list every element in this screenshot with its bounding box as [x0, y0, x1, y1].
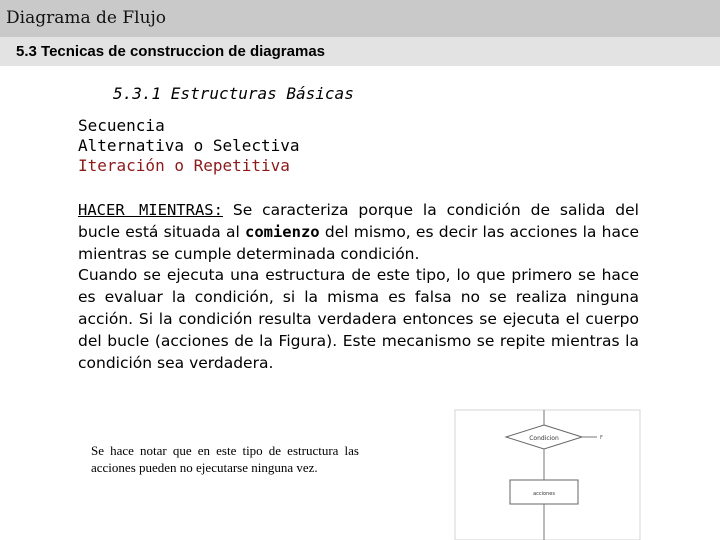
emphasis-comienzo: comienzo [244, 222, 320, 241]
description-text-part: Se caracteriza porque la condición de salida del bucle está situada al [78, 201, 639, 241]
note-text: Se hace notar que en este tipo de estructura las acciones pueden no ejecutarse ninguna vez. [91, 443, 359, 475]
structure-item: Alternativa o Selectiva [78, 136, 300, 155]
structure-item: Secuencia [78, 116, 165, 135]
term-hacer-mientras: HACER MIENTRAS: [78, 201, 223, 219]
title-bar [0, 0, 720, 37]
false-label: F [600, 435, 603, 441]
section-bar [0, 37, 720, 66]
subsection-title: 5.3.1 Estructuras Básicas [113, 84, 354, 103]
while-loop-flowchart [452, 405, 652, 540]
slide-title: Diagrama de Flujo [6, 8, 167, 28]
description-paragraph-1 [78, 200, 639, 265]
structure-item-highlighted: Iteración o Repetitiva [78, 156, 290, 175]
description-text-part: del mismo, es decir las acciones la hace mientras se cumple determinada condición. [78, 222, 639, 263]
action-label: acciones [533, 491, 555, 497]
description-paragraph-2: Cuando se ejecuta una estructura de este tipo, lo que primero se hace es evaluar la condición, si la misma es falsa no se realiza ninguna acción. Si la condición resulta verdadera entonces se ejecuta el cuerpo del bucle (acciones de la Figura). Este mecanismo se repite mientras la condición sea verdadera. [78, 266, 639, 372]
description-text [78, 200, 639, 374]
section-title: 5.3 Tecnicas de construccion de diagramas [16, 43, 326, 60]
structures-list [78, 116, 300, 176]
decision-label: Condicion [529, 435, 559, 442]
